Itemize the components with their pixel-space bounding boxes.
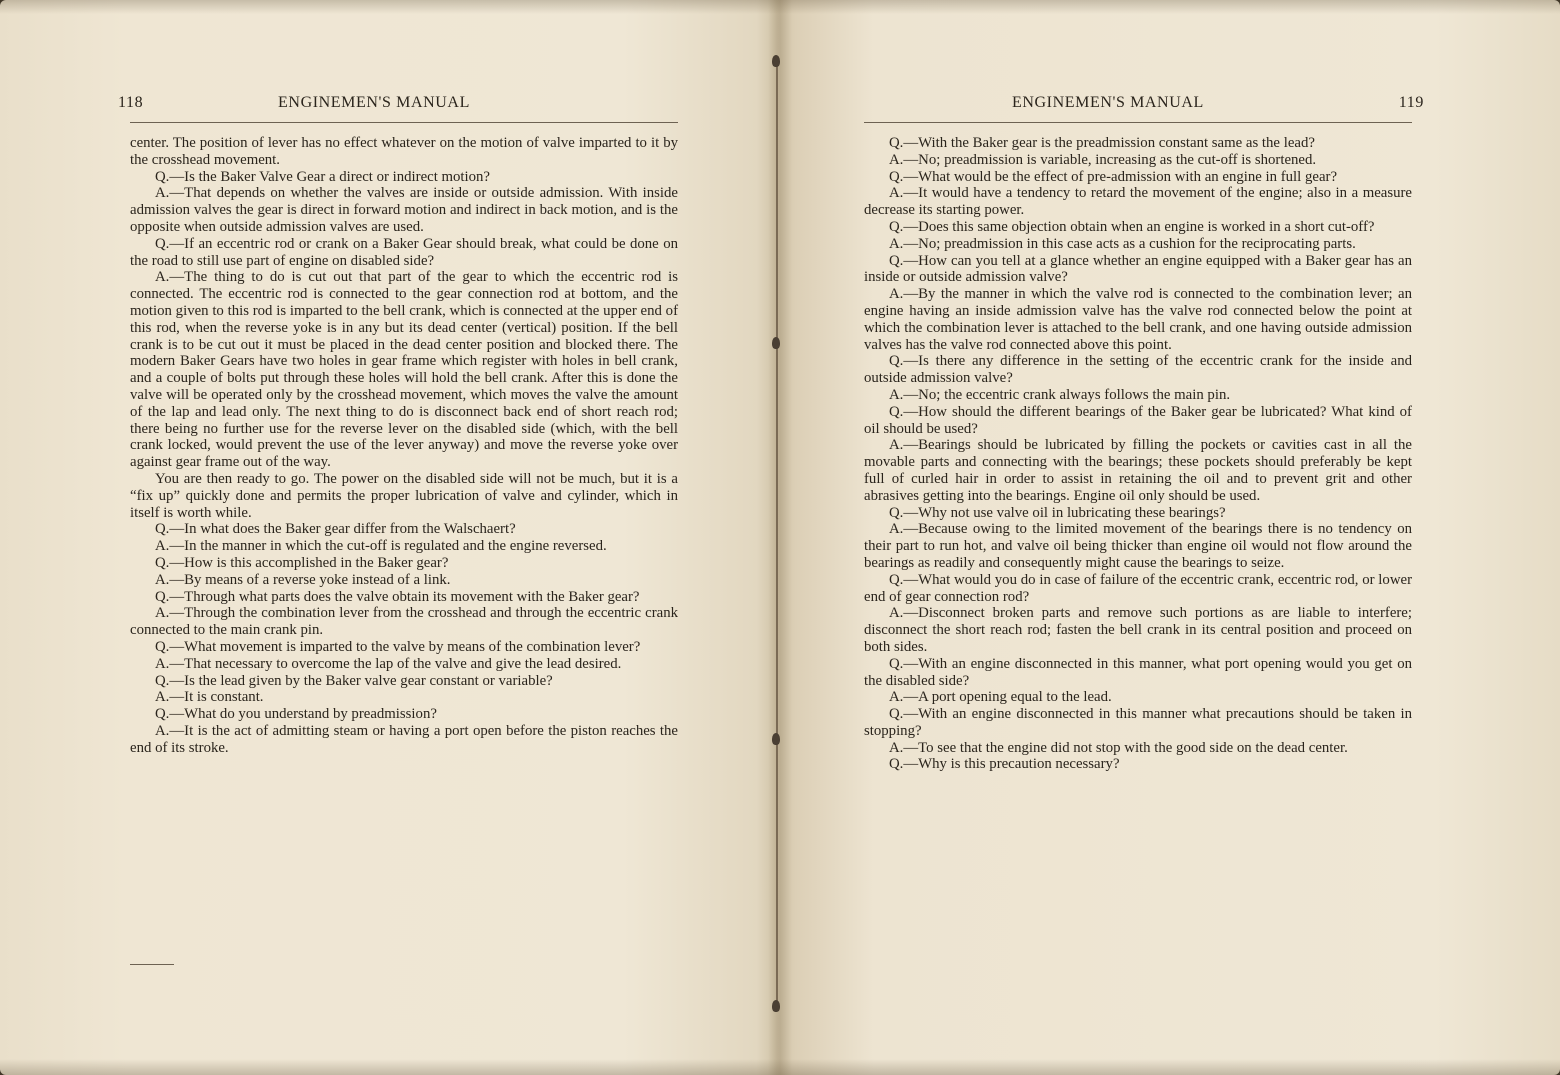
page-number: 119 — [1398, 94, 1424, 111]
running-head: ENGINEMEN'S MANUAL — [278, 94, 470, 111]
answer: A.—By means of a reverse yoke instead of a link. — [155, 571, 451, 588]
question: Q.—Is there any difference in the setting of the eccentric crank for the inside and outside admission valve? — [864, 353, 1412, 387]
question: Q.—If an eccentric rod or crank on a Baker Gear should break, what could be done on the road to still use part of engine on disabled side? — [130, 235, 678, 269]
paragraph: center. The position of lever has no effect whatever on the motion of valve imparted to it by the crosshead movement. — [130, 135, 678, 168]
question: Q.—What would be the effect of pre-admission with an engine in full gear? — [889, 168, 1338, 185]
answer: A.—It is constant. — [155, 689, 264, 706]
running-head: ENGINEMEN'S MANUAL — [1012, 94, 1204, 111]
answer: A.—Through the combination lever from the crosshead and through the eccentric crank connected to the main crank pin. — [130, 605, 678, 639]
answer: A.—It would have a tendency to retard the movement of the engine; also in a measure decrease its starting power. — [864, 185, 1412, 219]
binding-gutter — [768, 0, 792, 1075]
paragraph: You are then ready to go. The power on the disabled side will not be much, but it is a “fix up” quickly done and permits the proper lubrication of valve and cylinder, which in itself is worth while. — [130, 470, 678, 521]
left-page-header — [118, 94, 678, 120]
question: Q.—Why is this precaution necessary? — [889, 756, 1120, 773]
question: Q.—With the Baker gear is the preadmission constant same as the lead? — [889, 135, 1315, 151]
answer: A.—No; preadmission in this case acts as a cushion for the reciprocating parts. — [889, 235, 1356, 252]
question: Q.—Why not use valve oil in lubricating these bearings? — [889, 504, 1226, 521]
question: Q.—How is this accomplished in the Baker gear? — [155, 554, 449, 571]
page-number: 118 — [118, 94, 144, 111]
answer: A.—The thing to do is cut out that part of the gear to which the eccentric rod is connected. The eccentric rod is connected to the gear connection rod at bottom, and the motion given to this rod is imparted to the bell crank, which is connected at the upper end of this rod, when the reverse yoke is in any but its dead center (vertical) position. If the bell crank is to be cut out it must be placed in the dead center position and blocked there. The modern Baker Gears have two holes in gear frame which register with holes in bell crank, and a couple of bolts put through these holes will hold the bell crank. After this is done the valve will be operated only by the crosshead movement, which moves the valve the amount of the lap and lead only. The next thing to do is disconnect back end of short reach rod; there being no further use for the reverse lever on the disabled side (which, with the bell crank locked, would prevent the use of the lever anyway) and move the reverse yoke over against gear frame out of the way. — [130, 269, 678, 471]
answer: A.—It is the act of admitting steam or having a port open before the piston reaches the end of its stroke. — [130, 722, 678, 756]
answer: A.—Disconnect broken parts and remove such portions as are liable to interfere; disconnect the short reach rod; fasten the bell crank in its central position and proceed on both sides. — [864, 605, 1412, 655]
left-page-body — [130, 135, 678, 756]
left-page — [118, 94, 678, 954]
question: Q.—Does this same objection obtain when an engine is worked in a short cut-off? — [889, 218, 1375, 235]
question: Q.—Through what parts does the valve obtain its movement with the Baker gear? — [155, 588, 640, 605]
binding-thread — [776, 345, 778, 735]
answer: A.—No; the eccentric crank always follows the main pin. — [889, 386, 1231, 403]
right-page-header — [864, 94, 1424, 120]
header-rule — [130, 122, 678, 123]
binding-stitch — [772, 337, 780, 349]
question: Q.—Is the lead given by the Baker valve gear constant or variable? — [155, 672, 553, 689]
answer: A.—That depends on whether the valves are inside or outside admission. With inside admission valves the gear is direct in forward motion and indirect in back motion, and is the opposite when outside admission valves are used. — [130, 185, 678, 235]
binding-stitch — [772, 733, 780, 745]
header-rule — [864, 122, 1412, 123]
answer: A.—That necessary to overcome the lap of the valve and give the lead desired. — [155, 655, 622, 672]
question: Q.—In what does the Baker gear differ from the Walschaert? — [155, 521, 516, 538]
question: Q.—With an engine disconnected in this manner, what port opening would you get on the disabled side? — [864, 655, 1412, 689]
answer: A.—No; preadmission is variable, increasing as the cut-off is shortened. — [889, 151, 1317, 168]
question: Q.—How should the different bearings of the Baker gear be lubricated? What kind of oil should be used? — [864, 403, 1412, 437]
answer: A.—Bearings should be lubricated by filling the pockets or cavities cast in all the movable parts and connecting with the bearings; these pockets should preferably be kept full of curled hair in order to assist in retaining the oil and to prevent grit and other abrasives getting into the bearings. Engine oil only should be used. — [864, 437, 1412, 504]
question: Q.—With an engine disconnected in this manner what precautions should be taken in stopping? — [864, 706, 1412, 739]
answer: A.—In the manner in which the cut-off is regulated and the engine reversed. — [155, 538, 607, 555]
answer: A.—A port opening equal to the lead. — [889, 689, 1112, 706]
question: Q.—How can you tell at a glance whether an engine equipped with a Baker gear has an inside or outside admission valve? — [864, 252, 1412, 286]
question: Q.—Is the Baker Valve Gear a direct or indirect motion? — [155, 168, 491, 185]
binding-thread — [776, 60, 778, 340]
binding-stitch — [772, 55, 780, 67]
right-page-body — [864, 135, 1412, 773]
question: Q.—What do you understand by preadmission? — [155, 706, 437, 723]
binding-stitch — [772, 1000, 780, 1012]
answer: A.—Because owing to the limited movement of the bearings there is no tendency on their part to run hot, and valve oil being thicker than engine oil would not flow around the bearings as readily and consequently might cause the bearings to seize. — [864, 521, 1412, 571]
right-page — [864, 94, 1424, 954]
question: Q.—What movement is imparted to the valve by means of the combination lever? — [155, 638, 641, 655]
answer: A.—To see that the engine did not stop with the good side on the dead center. — [889, 739, 1348, 756]
footer-rule — [130, 964, 174, 965]
binding-thread — [776, 740, 778, 1010]
question: Q.—What would you do in case of failure of the eccentric crank, eccentric rod, or lower end of gear connection rod? — [864, 571, 1412, 605]
answer: A.—By the manner in which the valve rod is connected to the combination lever; an engine having an inside admission valve has the valve rod connected below the point at which the combination lever is attached to the bell crank, and one having outside admission valves has the valve rod connected above this point. — [864, 286, 1412, 353]
